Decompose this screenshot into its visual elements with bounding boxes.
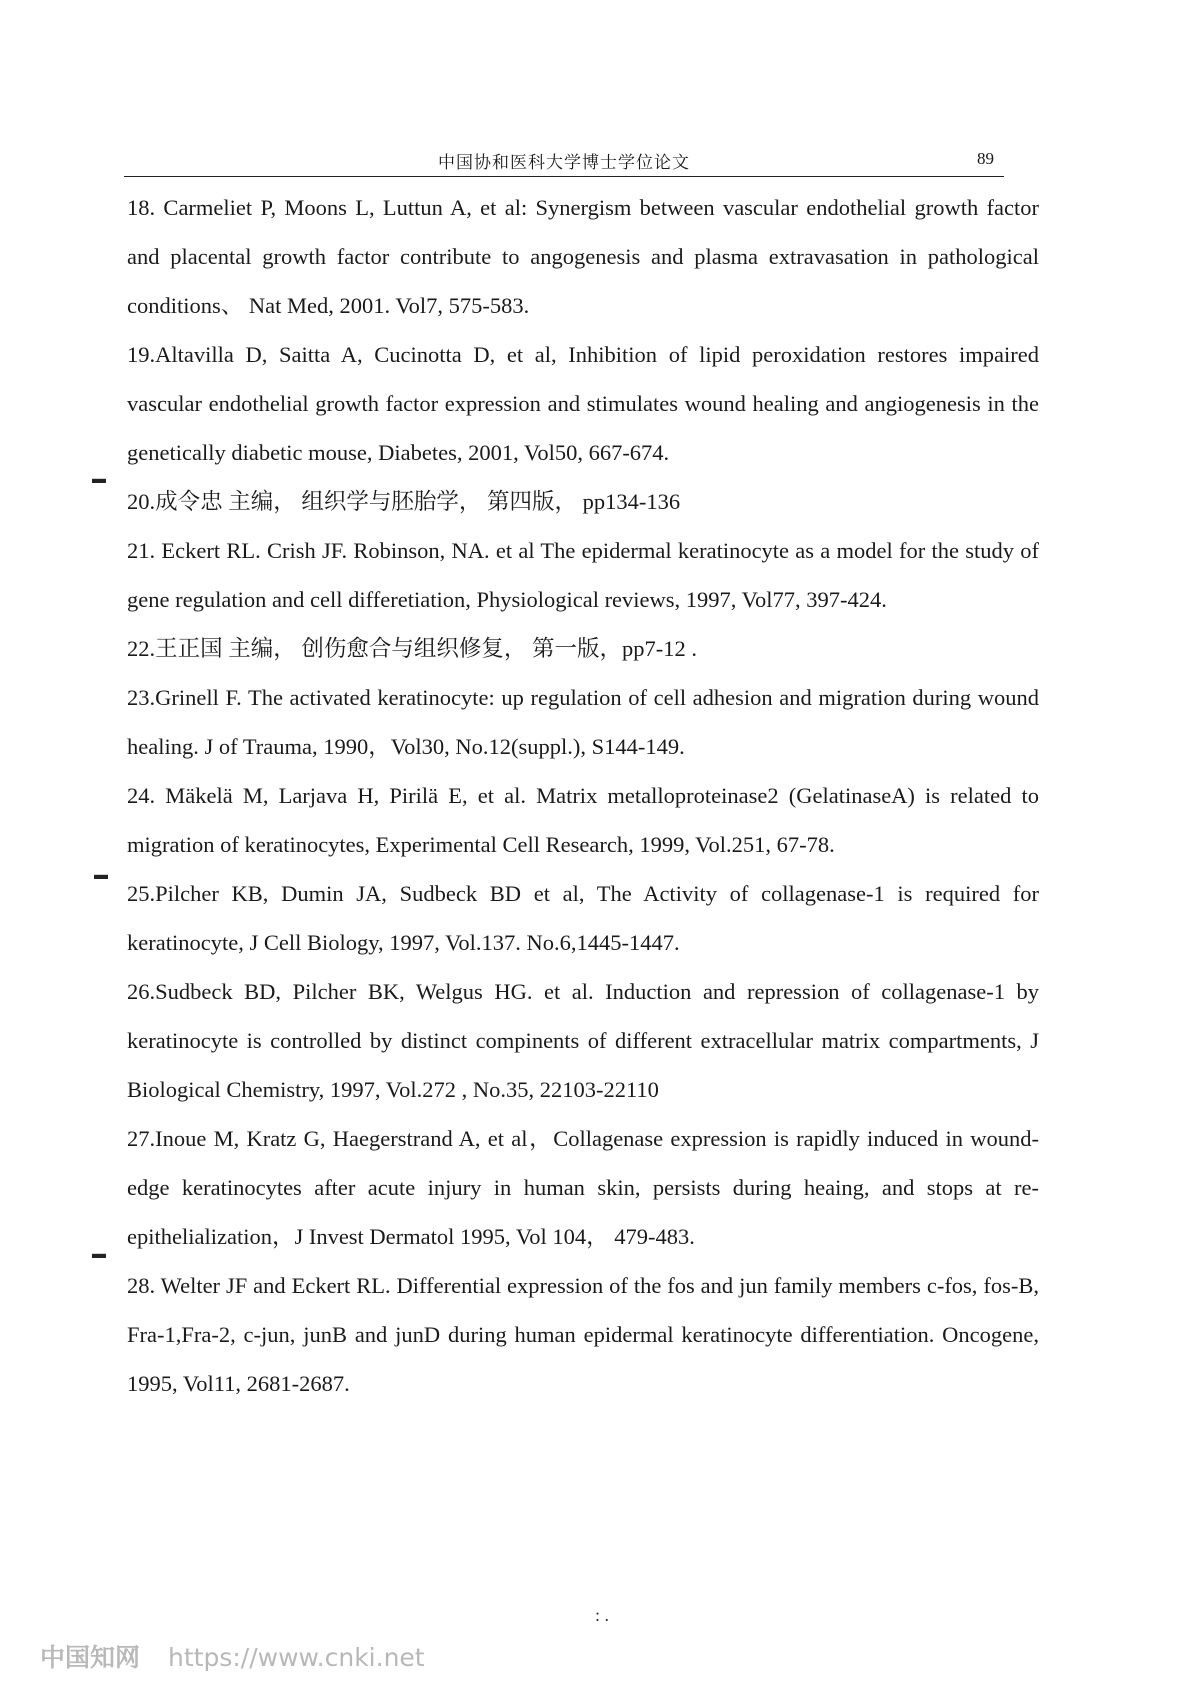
scan-mark-icon: ▬ [92, 472, 106, 487]
reference-item: 25.Pilcher KB, Dumin JA, Sudbeck BD et al, The Activity of collagenase-1 is required for keratinocyte, J Cell Biology, 1997, Vol.137. No.6,1445-1447. [127, 881, 1039, 955]
footer-dots: : . [595, 1605, 610, 1625]
scan-mark-icon: ▬ [92, 1247, 106, 1262]
reference-list [127, 183, 1039, 1408]
reference-item: 27.Inoue M, Kratz G, Haegerstrand A, et al，Collagenase expression is rapidly induced in wound-edge keratinocytes after acute injury in human skin, persists during heaing, and stops at re-epithelialization，J Invest Dermatol 1995, Vol 104， 479-483. [127, 1126, 1039, 1249]
reference-item: 24. Mäkelä M, Larjava H, Pirilä E, et al. Matrix metalloproteinase2 (GelatinaseA) is related to migration of keratinocytes, Experimental Cell Research, 1999, Vol.251, 67-78. [127, 783, 1039, 857]
reference-item: 22.王正国 主编， 创伤愈合与组织修复， 第一版，pp7-12 . [127, 636, 697, 661]
watermark-logo: 中国知网 [40, 1643, 141, 1672]
reference-item: 19.Altavilla D, Saitta A, Cucinotta D, et al, Inhibition of lipid peroxidation restores impaired vascular endothelial growth factor expression and stimulates wound healing and angiogenesis in the genetically diabetic mouse, Diabetes, 2001, Vol50, 667-674. [127, 342, 1039, 465]
page-header [124, 146, 1004, 177]
watermark [40, 1638, 425, 1674]
reference-item: 26.Sudbeck BD, Pilcher BK, Welgus HG. et al. Induction and repression of collagenase-1 by keratinocyte is controlled by distinct compinents of different extracellular matrix compartments, J Biological Chemistry, 1997, Vol.272 , No.35, 22103-22110 [127, 979, 1039, 1102]
reference-item: 21. Eckert RL. Crish JF. Robinson, NA. et al The epidermal keratinocyte as a model for the study of gene regulation and cell differetiation, Physiological reviews, 1997, Vol77, 397-424. [127, 538, 1039, 612]
reference-item: 18. Carmeliet P, Moons L, Luttun A, et al: Synergism between vascular endothelial growth factor and placental growth factor contribute to angogenesis and plasma extravasation in pathological conditions、 Nat Med, 2001. Vol7, 575-583. [127, 195, 1039, 318]
watermark-url: https://www.cnki.net [168, 1643, 425, 1672]
page-number: 89 [977, 149, 994, 168]
reference-item: 23.Grinell F. The activated keratinocyte: up regulation of cell adhesion and migration during wound healing. J of Trauma, 1990，Vol30, No.12(suppl.), S144-149. [127, 685, 1039, 759]
reference-item: 20.成令忠 主编， 组织学与胚胎学， 第四版， pp134-136 [127, 489, 681, 514]
header-title: 中国协和医科大学博士学位论文 [438, 153, 690, 172]
reference-item: 28. Welter JF and Eckert RL. Differential expression of the fos and jun family members c-fos, fos-B, Fra-1,Fra-2, c-jun, junB and junD during human epidermal keratinocyte differentiation. Oncogene, 1995, Vol11, 2681-2687. [127, 1273, 1039, 1396]
scan-mark-icon: ▬ [94, 868, 108, 883]
